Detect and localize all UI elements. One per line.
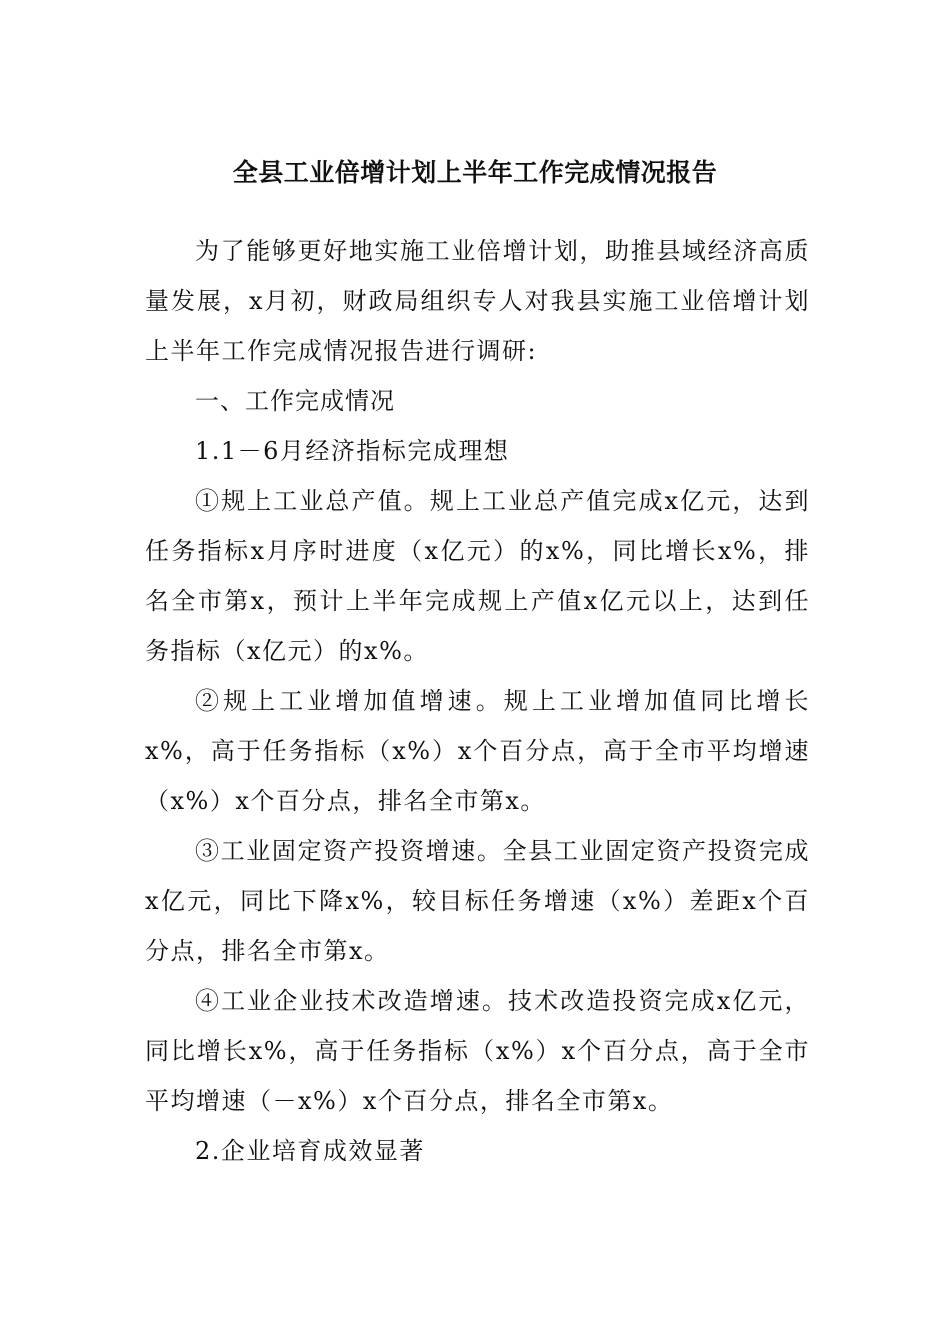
document-title: 全县工业倍增计划上半年工作完成情况报告: [232, 158, 718, 187]
document-body: [145, 226, 810, 1176]
indicator-paragraph-1: ①规上工业总产值。规上工业总产值完成x亿元，达到任务指标x月序时进度（x亿元）的x%，同比增长x%，排名全市第x，预计上半年完成规上产值x亿元以上，达到任务指标（x亿元）的x%。: [145, 487, 810, 665]
indicator-paragraph-4: ④工业企业技术改造增速。技术改造投资完成x亿元，同比增长x%，高于任务指标（x%）x个百分点，高于全市平均增速（－x%）x个百分点，排名全市第x。: [145, 987, 810, 1115]
intro-paragraph: 为了能够更好地实施工业倍增计划，助推县域经济高质量发展，x月初，财政局组织专人对我县实施工业倍增计划上半年工作完成情况报告进行调研:: [145, 237, 810, 365]
indicator-paragraph-2: ②规上工业增加值增速。规上工业增加值同比增长x%，高于任务指标（x%）x个百分点，高于全市平均增速（x%）x个百分点，排名全市第x。: [145, 687, 810, 815]
subsection-heading-2: 2.企业培育成效显著: [195, 1137, 425, 1165]
indicator-paragraph-3: ③工业固定资产投资增速。全县工业固定资产投资完成x亿元，同比下降x%，较目标任务增速（x%）差距x个百分点，排名全市第x。: [145, 837, 810, 965]
section-heading-1: 一、工作完成情况: [195, 387, 395, 415]
subsection-heading-1: 1.1－6月经济指标完成理想: [195, 437, 510, 465]
